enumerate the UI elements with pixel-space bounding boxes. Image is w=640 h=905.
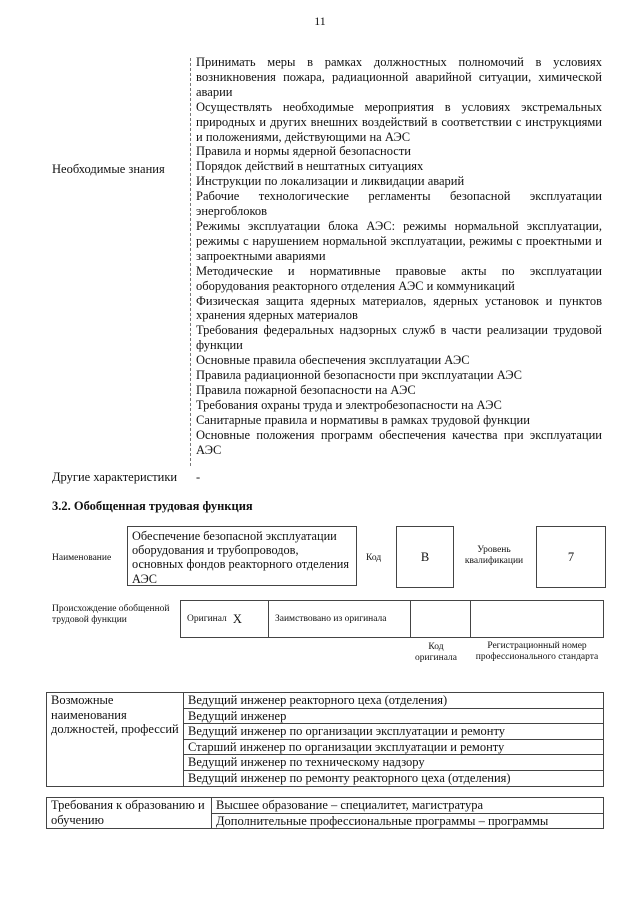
- section-title: 3.2. Обобщенная трудовая функция: [52, 499, 253, 513]
- knowledge-item: Методические и нормативные правовые акты по эксплуатации оборудования реакторного отделения АЭС и коммуникаций: [196, 263, 602, 293]
- knowledge-item: Порядок действий в нештатных ситуациях: [196, 159, 424, 174]
- knowledge-item: Принимать меры в рамках должностных полномочий в условиях возникновения пожара, радиационной аварийной ситуации, химической аварии: [196, 55, 602, 99]
- position-item: Ведущий инженер по техническому надзору: [184, 755, 604, 771]
- position-item: Старший инженер по организации эксплуатации и ремонту: [184, 739, 604, 755]
- knowledge-item: Правила радиационной безопасности при эксплуатации АЭС: [196, 368, 522, 383]
- knowledge-item: Инструкции по локализации и ликвидации аварий: [196, 174, 465, 189]
- borrowed-label: Заимствовано из оригинала: [275, 613, 387, 624]
- position-item: Ведущий инженер реакторного цеха (отделения): [184, 693, 604, 709]
- original-mark: X: [232, 611, 242, 626]
- knowledge-item: Основные положения программ обеспечения качества при эксплуатации АЭС: [196, 427, 602, 457]
- knowledge-item: Требования охраны труда и электробезопасности на АЭС: [196, 397, 502, 412]
- knowledge-item: Санитарные правила и нормативы в рамках трудовой функции: [196, 412, 530, 427]
- other-characteristics-label: Другие характеристики: [52, 470, 178, 484]
- function-name-label: Наименование: [52, 553, 112, 563]
- positions-label: Возможные наименования должностей, профессий: [47, 693, 184, 787]
- knowledge-item: Рабочие технологические регламенты безопасной эксплуатации энергоблоков: [196, 189, 602, 219]
- code-original-caption: Код оригинала: [415, 642, 457, 663]
- registration-number-caption: Регистрационный номер профессионального стандарта: [475, 641, 599, 662]
- column-divider: [190, 58, 191, 466]
- original-cell: [181, 601, 269, 637]
- origin-label: Происхождение обобщенной трудовой функции: [52, 604, 170, 625]
- education-item: Высшее образование – специалитет, магистратура: [212, 798, 604, 814]
- knowledge-item: Требования федеральных надзорных служб в части реализации трудовой функции: [196, 323, 602, 353]
- positions-table: [46, 692, 604, 787]
- other-characteristics-value: -: [196, 470, 201, 484]
- origin-row: [180, 600, 604, 638]
- knowledge-label: Необходимые знания: [52, 162, 165, 176]
- position-item: Ведущий инженер: [184, 708, 604, 724]
- knowledge-item: Режимы эксплуатации блока АЭС: режимы нормальной эксплуатации, режимы с нарушением нормальной эксплуатации, режимы с проектными и запроектными авариями: [196, 218, 602, 263]
- qualification-level-box: 7: [536, 526, 606, 588]
- knowledge-item: Правила и нормы ядерной безопасности: [196, 144, 411, 159]
- function-name-box: Обеспечение безопасной эксплуатации оборудования и трубопроводов, основных фондов реакторного отделения АЭС: [127, 526, 357, 586]
- knowledge-item: Правила пожарной безопасности на АЭС: [196, 382, 416, 397]
- code-box: B: [396, 526, 454, 588]
- borrowed-cell: [269, 601, 411, 637]
- code-label: Код: [366, 553, 382, 563]
- knowledge-item: Осуществлять необходимые мероприятия в условиях экстремальных природных и других внешних воздействий в соответствии с инструкциями и положениями, действующими на АЭС: [196, 99, 602, 144]
- original-label: Оригинал: [187, 613, 227, 624]
- position-item: Ведущий инженер по организации эксплуатации и ремонту: [184, 724, 604, 740]
- education-table: [46, 797, 604, 829]
- education-label: Требования к образованию и обучению: [47, 798, 212, 829]
- knowledge-item: Физическая защита ядерных материалов, ядерных установок и пунктов хранения ядерных материалов: [196, 293, 602, 323]
- position-item: Ведущий инженер по ремонту реакторного цеха (отделения): [184, 770, 604, 786]
- knowledge-list: [196, 55, 602, 457]
- page-number: 11: [314, 14, 326, 28]
- education-item: Дополнительные профессиональные программы – программы: [212, 813, 604, 829]
- qualification-level-label: Уровень квалификации: [464, 545, 524, 566]
- code-original-cell: [411, 601, 471, 637]
- knowledge-item: Основные правила обеспечения эксплуатации АЭС: [196, 353, 470, 368]
